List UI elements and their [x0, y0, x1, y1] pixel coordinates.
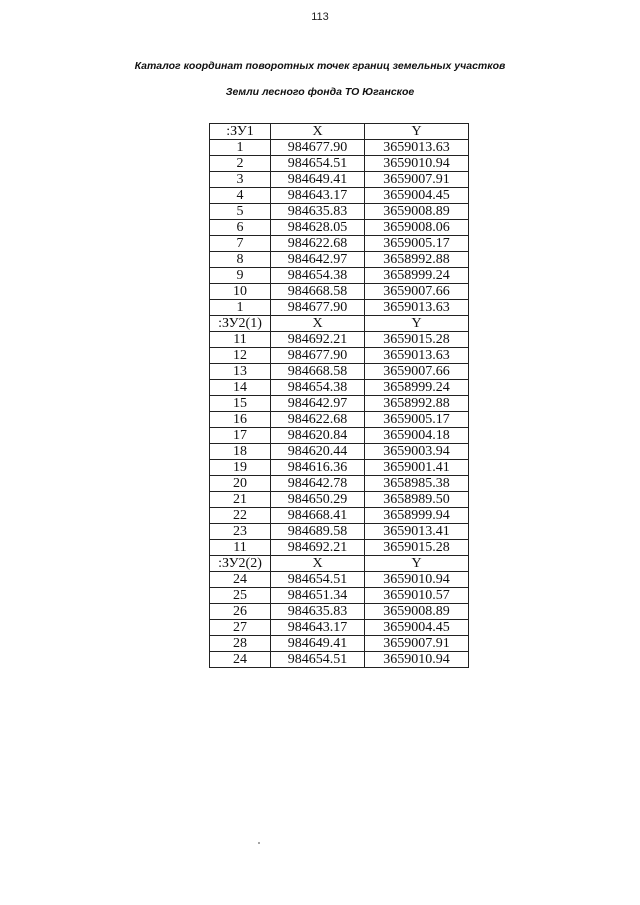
table-row — [210, 540, 469, 556]
y-coordinate-cell: 3659004.45 — [365, 620, 469, 636]
y-coordinate-cell: 3659007.66 — [365, 284, 469, 300]
point-number-cell: 13 — [210, 364, 271, 380]
point-number-cell: 17 — [210, 428, 271, 444]
x-header-cell: X — [271, 316, 365, 332]
table-row — [210, 428, 469, 444]
table-row — [210, 188, 469, 204]
table-row — [210, 588, 469, 604]
x-coordinate-cell: 984677.90 — [271, 300, 365, 316]
y-coordinate-cell: 3658999.24 — [365, 268, 469, 284]
coordinates-table — [209, 123, 469, 668]
x-coordinate-cell: 984654.51 — [271, 572, 365, 588]
point-number-cell: 21 — [210, 492, 271, 508]
x-coordinate-cell: 984677.90 — [271, 140, 365, 156]
table-row — [210, 476, 469, 492]
table-row — [210, 300, 469, 316]
table-row — [210, 236, 469, 252]
x-coordinate-cell: 984620.84 — [271, 428, 365, 444]
coordinates-table-body — [210, 124, 469, 668]
table-row — [210, 492, 469, 508]
table-row — [210, 412, 469, 428]
table-row — [210, 220, 469, 236]
point-number-cell: 2 — [210, 156, 271, 172]
table-row — [210, 380, 469, 396]
y-coordinate-cell: 3659007.66 — [365, 364, 469, 380]
x-coordinate-cell: 984635.83 — [271, 204, 365, 220]
y-coordinate-cell: 3658999.94 — [365, 508, 469, 524]
x-coordinate-cell: 984654.38 — [271, 268, 365, 284]
point-number-cell: 6 — [210, 220, 271, 236]
page-number: 113 — [311, 11, 329, 23]
y-coordinate-cell: 3659010.94 — [365, 156, 469, 172]
x-coordinate-cell: 984689.58 — [271, 524, 365, 540]
x-coordinate-cell: 984642.97 — [271, 396, 365, 412]
point-number-cell: 20 — [210, 476, 271, 492]
y-coordinate-cell: 3659004.45 — [365, 188, 469, 204]
table-row — [210, 268, 469, 284]
y-header-cell: Y — [365, 316, 469, 332]
x-coordinate-cell: 984622.68 — [271, 412, 365, 428]
point-number-cell: 24 — [210, 572, 271, 588]
document-subtitle: Земли лесного фонда ТО Юганское — [225, 86, 415, 98]
parcel-label-cell: :ЗУ2(2) — [210, 556, 271, 572]
x-coordinate-cell: 984668.58 — [271, 284, 365, 300]
table-row — [210, 604, 469, 620]
x-coordinate-cell: 984635.83 — [271, 604, 365, 620]
table-row — [210, 620, 469, 636]
y-coordinate-cell: 3659013.63 — [365, 300, 469, 316]
x-coordinate-cell: 984654.51 — [271, 652, 365, 668]
y-header-cell: Y — [365, 124, 469, 140]
scan-speck — [258, 842, 260, 844]
table-row — [210, 140, 469, 156]
table-row — [210, 348, 469, 364]
point-number-cell: 7 — [210, 236, 271, 252]
x-coordinate-cell: 984643.17 — [271, 620, 365, 636]
x-header-cell: X — [271, 556, 365, 572]
table-row — [210, 460, 469, 476]
table-row — [210, 396, 469, 412]
table-row — [210, 252, 469, 268]
y-coordinate-cell: 3658985.38 — [365, 476, 469, 492]
x-coordinate-cell: 984622.68 — [271, 236, 365, 252]
x-coordinate-cell: 984654.51 — [271, 156, 365, 172]
x-coordinate-cell: 984692.21 — [271, 332, 365, 348]
y-coordinate-cell: 3659007.91 — [365, 172, 469, 188]
document-title: Каталог координат поворотных точек границ земельных участков — [134, 60, 506, 72]
y-coordinate-cell: 3658992.88 — [365, 252, 469, 268]
y-coordinate-cell: 3659003.94 — [365, 444, 469, 460]
x-coordinate-cell: 984654.38 — [271, 380, 365, 396]
x-coordinate-cell: 984668.41 — [271, 508, 365, 524]
table-row — [210, 332, 469, 348]
table-row — [210, 284, 469, 300]
y-coordinate-cell: 3659008.89 — [365, 604, 469, 620]
y-coordinate-cell: 3659010.57 — [365, 588, 469, 604]
table-row — [210, 652, 469, 668]
point-number-cell: 1 — [210, 140, 271, 156]
point-number-cell: 5 — [210, 204, 271, 220]
x-coordinate-cell: 984651.34 — [271, 588, 365, 604]
table-header-row — [210, 316, 469, 332]
y-coordinate-cell: 3659008.06 — [365, 220, 469, 236]
y-coordinate-cell: 3659015.28 — [365, 540, 469, 556]
point-number-cell: 1 — [210, 300, 271, 316]
x-coordinate-cell: 984650.29 — [271, 492, 365, 508]
x-coordinate-cell: 984692.21 — [271, 540, 365, 556]
point-number-cell: 26 — [210, 604, 271, 620]
table-row — [210, 444, 469, 460]
y-header-cell: Y — [365, 556, 469, 572]
y-coordinate-cell: 3658999.24 — [365, 380, 469, 396]
parcel-label-cell: :ЗУ1 — [210, 124, 271, 140]
parcel-label-cell: :ЗУ2(1) — [210, 316, 271, 332]
x-coordinate-cell: 984642.78 — [271, 476, 365, 492]
x-coordinate-cell: 984616.36 — [271, 460, 365, 476]
x-coordinate-cell: 984649.41 — [271, 172, 365, 188]
y-coordinate-cell: 3659013.63 — [365, 140, 469, 156]
table-row — [210, 204, 469, 220]
point-number-cell: 10 — [210, 284, 271, 300]
y-coordinate-cell: 3659010.94 — [365, 652, 469, 668]
table-row — [210, 508, 469, 524]
x-coordinate-cell: 984677.90 — [271, 348, 365, 364]
table-header-row — [210, 124, 469, 140]
point-number-cell: 8 — [210, 252, 271, 268]
table-row — [210, 156, 469, 172]
y-coordinate-cell: 3659015.28 — [365, 332, 469, 348]
point-number-cell: 3 — [210, 172, 271, 188]
x-coordinate-cell: 984649.41 — [271, 636, 365, 652]
x-coordinate-cell: 984642.97 — [271, 252, 365, 268]
point-number-cell: 27 — [210, 620, 271, 636]
x-coordinate-cell: 984668.58 — [271, 364, 365, 380]
table-row — [210, 636, 469, 652]
y-coordinate-cell: 3659004.18 — [365, 428, 469, 444]
table-row — [210, 172, 469, 188]
table-row — [210, 524, 469, 540]
x-coordinate-cell: 984628.05 — [271, 220, 365, 236]
y-coordinate-cell: 3659013.63 — [365, 348, 469, 364]
point-number-cell: 23 — [210, 524, 271, 540]
table-header-row — [210, 556, 469, 572]
x-coordinate-cell: 984620.44 — [271, 444, 365, 460]
point-number-cell: 14 — [210, 380, 271, 396]
point-number-cell: 16 — [210, 412, 271, 428]
point-number-cell: 11 — [210, 540, 271, 556]
y-coordinate-cell: 3659008.89 — [365, 204, 469, 220]
point-number-cell: 15 — [210, 396, 271, 412]
y-coordinate-cell: 3658989.50 — [365, 492, 469, 508]
point-number-cell: 12 — [210, 348, 271, 364]
point-number-cell: 19 — [210, 460, 271, 476]
x-coordinate-cell: 984643.17 — [271, 188, 365, 204]
y-coordinate-cell: 3659005.17 — [365, 412, 469, 428]
point-number-cell: 18 — [210, 444, 271, 460]
point-number-cell: 28 — [210, 636, 271, 652]
point-number-cell: 4 — [210, 188, 271, 204]
y-coordinate-cell: 3659010.94 — [365, 572, 469, 588]
y-coordinate-cell: 3659013.41 — [365, 524, 469, 540]
y-coordinate-cell: 3659001.41 — [365, 460, 469, 476]
x-header-cell: X — [271, 124, 365, 140]
point-number-cell: 24 — [210, 652, 271, 668]
y-coordinate-cell: 3658992.88 — [365, 396, 469, 412]
table-row — [210, 572, 469, 588]
point-number-cell: 11 — [210, 332, 271, 348]
y-coordinate-cell: 3659007.91 — [365, 636, 469, 652]
table-row — [210, 364, 469, 380]
y-coordinate-cell: 3659005.17 — [365, 236, 469, 252]
point-number-cell: 22 — [210, 508, 271, 524]
point-number-cell: 25 — [210, 588, 271, 604]
point-number-cell: 9 — [210, 268, 271, 284]
